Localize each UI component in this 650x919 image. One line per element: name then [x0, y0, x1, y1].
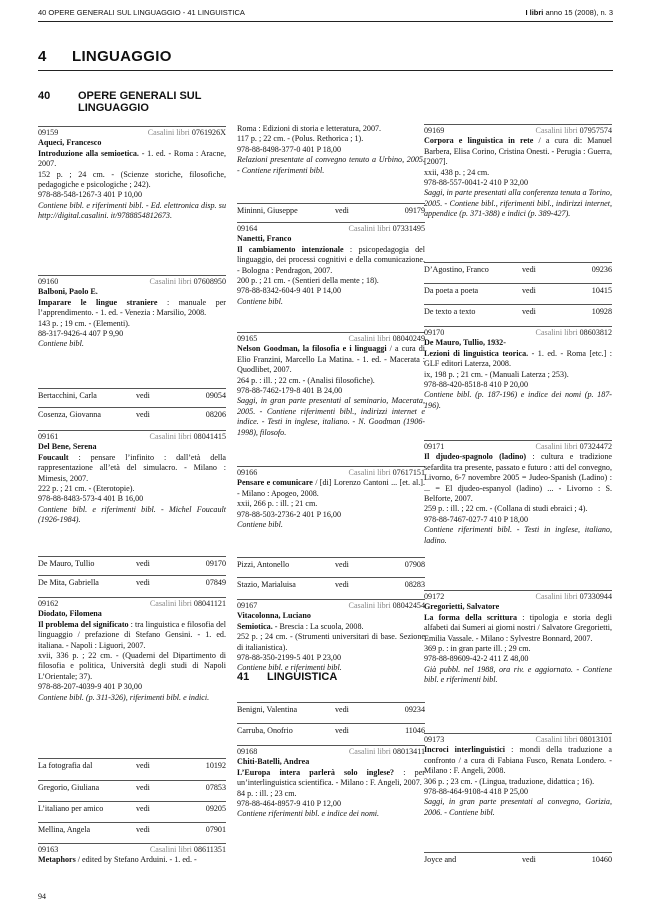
subsection-number: 41 [237, 671, 250, 683]
entry-09159 [38, 126, 226, 222]
section-rule [38, 70, 613, 71]
entry-number: 09169 [424, 126, 445, 135]
entry-title: Corpora e linguistica in rete [424, 136, 534, 146]
entry-code: 07617151 [392, 468, 425, 477]
xref-name: Gregorio, Giuliana [38, 783, 100, 792]
xref-name: Benigni, Valentina [237, 705, 298, 714]
source-label: Casalini libri [149, 599, 192, 608]
entry-code: 08041415 [193, 432, 226, 441]
xref-number: 10460 [591, 855, 612, 864]
cross-reference [237, 203, 425, 215]
entry-note: Contiene riferimenti bibl. e indice dei nomi. [237, 809, 380, 819]
source-label: Casalini libri [348, 601, 391, 610]
entry-number: 09166 [237, 468, 258, 477]
source-label: Casalini libri [348, 468, 391, 477]
entry-09163 [38, 843, 226, 866]
xref-name: L’italiano per amico [38, 804, 104, 813]
entry-details: / a cura di: Manuel Barbera, Elisa Corino, Cristina Onesti. - Perugia : Guerra, [2007]. xxii, 438 p. ; 24 cm. 978-88-557-0041-2 410 P 32,00 [424, 136, 612, 188]
entry-author: Vitacolonna, Luciano [237, 611, 311, 621]
entry-author: Nanetti, Franco [237, 234, 292, 244]
xref-vedi: vedi [522, 265, 536, 274]
xref-vedi: vedi [136, 410, 150, 419]
entry-details: : tra linguistica e filosofia del linguaggio / prefazione di Stefano Gensini. - 1. ed. italiana. - Napoli : Liguori, 2007. xvii, 336 p. ; 22 cm. - (Quaderni del Dipartimento di filosofia e politica, Università degli studi di Napoli L’Orientale; 37). 978-88-207-4039-9 401 P 30,00 [38, 619, 226, 692]
entry-code: 08013101 [579, 735, 612, 744]
entry-number: 09173 [424, 735, 445, 744]
xref-vedi: vedi [522, 855, 536, 864]
xref-name: Joyce and [424, 855, 457, 864]
entry-09165 [237, 332, 425, 438]
xref-name: De texto a texto [424, 307, 476, 316]
source-label: Casalini libri [535, 442, 578, 451]
xref-vedi: vedi [136, 761, 150, 770]
xref-name: Bertacchini, Carla [38, 391, 97, 400]
xref-vedi: vedi [136, 559, 150, 568]
xref-name: Da poeta a poeta [424, 286, 479, 295]
entry-note: Contiene bibl. [237, 520, 283, 530]
xref-number: 09236 [591, 265, 612, 274]
entry-title: L’Europa intera parlerà solo inglese? [237, 767, 395, 777]
xref-number: 07908 [404, 560, 425, 569]
cross-reference [38, 758, 226, 770]
xref-vedi: vedi [335, 726, 349, 735]
header-rule [38, 21, 613, 22]
entry-title: Il cambiamento intenzionale [237, 244, 344, 254]
entry-number: 09171 [424, 442, 445, 451]
cross-reference [237, 723, 425, 735]
xref-name: Carruba, Onofrio [237, 726, 293, 735]
cross-reference [237, 557, 425, 569]
cross-reference [38, 407, 226, 419]
xref-name: Pizzi, Antonello [237, 560, 290, 569]
entry-title: Il problema del significato [38, 619, 129, 629]
entry-code: 08611351 [193, 845, 226, 854]
running-header-right [525, 8, 613, 17]
source-label: Casalini libri [535, 328, 578, 337]
xref-number: 09205 [205, 804, 226, 813]
xref-name: Stazio, Marialuisa [237, 580, 296, 589]
entry-code: 07330944 [579, 592, 612, 601]
entry-09173 [424, 733, 612, 818]
cross-reference [424, 283, 612, 295]
entry-number: 09168 [237, 747, 258, 756]
entry-note: Contiene bibl. e riferimenti bibl. - Ed. elettronica disp. su http://digital.casalini. it/9788854812673. [38, 200, 226, 221]
entry-title: Pensare e comunicare [237, 478, 313, 488]
cross-reference [38, 575, 226, 587]
entry-title: Lezioni di linguistica teorica. [424, 348, 529, 358]
xref-number: 07901 [205, 825, 226, 834]
xref-vedi: vedi [335, 206, 349, 215]
source-label: Casalini libri [535, 592, 578, 601]
entry-details: - 1. ed. - Roma : Aracne, 2007. 152 p. ; 24 cm. - (Scienze storiche, filosofiche, pedagogiche e psicologiche ; 242). 978-88-548-1267-3 401 P 10,00 [38, 148, 226, 200]
xref-number: 10415 [591, 286, 612, 295]
cross-reference [237, 702, 425, 714]
entry-09172 [424, 590, 612, 686]
running-header-left: 40 OPERE GENERALI SUL LINGUAGGIO - 41 LINGUISTICA [38, 8, 245, 17]
entry-code: 08013411 [392, 747, 425, 756]
journal-name: I libri [525, 8, 544, 17]
cross-reference [424, 852, 612, 864]
entry-note: Relazioni presentate al convegno tenuto a Urbino, 2005. - Contiene riferimenti bibl. [237, 155, 425, 175]
entry-09168 [237, 745, 425, 820]
entry-details: / edited by Stefano Arduini. - 1. ed. - [75, 855, 197, 865]
entry-note: Saggi, in gran parte presentati al convegno, Gorizia, 2006. - Contiene bibl. [424, 797, 612, 817]
entry-author: De Mauro, Tullio, 1932- [424, 338, 506, 348]
entry-number: 09172 [424, 592, 445, 601]
xref-name: De Mita, Gabriella [38, 578, 99, 587]
entry-number: 09161 [38, 432, 59, 441]
entry-details: / [di] Lorenzo Cantoni ... [et. al.]. - Milano : Apogeo, 2008. xxii, 266 p. : ill. ; 21 cm. 978-88-503-2736-2 401 P 16,00 [237, 478, 425, 519]
cross-reference [424, 304, 612, 316]
entry-details: - Brescia : La scuola, 2008. 252 p. ; 24 cm. - (Strumenti universitari di base. Sezione di italianistica). 978-88-350-2199-5 401 P 23,00 [237, 621, 425, 663]
entry-note: Contiene bibl. [38, 339, 84, 349]
xref-number: 09170 [205, 559, 226, 568]
entry-details: Roma : Edizioni di storia e letteratura, 2007. 117 p. ; 22 cm. - (Polus. Rethorica ; 1). 978-88-8498-377-0 401 P 18,00 [237, 124, 382, 154]
cross-reference [424, 262, 612, 274]
xref-number: 09179 [404, 206, 425, 215]
xref-number: 07853 [205, 783, 226, 792]
page-number: 94 [38, 892, 46, 901]
xref-number: 09234 [404, 705, 425, 714]
entry-note: Contiene bibl. (p. 187-196) e indice dei nomi (p. 187-196). [424, 390, 612, 410]
cross-reference [38, 780, 226, 792]
entry-note: Contiene bibl. e riferimenti bibl. [237, 663, 342, 673]
entry-09171 [424, 440, 612, 546]
section-title [38, 48, 172, 65]
entry-title: Il djudeo-spagnolo (ladino) [424, 452, 527, 462]
xref-vedi: vedi [136, 825, 150, 834]
xref-name: La fotografia dal [38, 761, 93, 770]
entry-code: 08041121 [193, 599, 226, 608]
entry-code: 07331495 [392, 224, 425, 233]
source-label: Casalini libri [348, 224, 391, 233]
entry-author: Aqueci, Francesco [38, 138, 102, 148]
entry-details: / a cura di Elio Franzini, Marcello La Matina. - 1. ed. - Macerata : Quodlibet, 2007. 264 p. : ill. ; 22 cm. - (Analisi filosofiche). 978-88-7462-179-8 401 B 24,00 [237, 344, 425, 396]
entry-09163-continued [237, 124, 425, 176]
section-number: 4 [38, 48, 47, 65]
entry-author: Del Bene, Serena [38, 442, 97, 452]
source-label: Casalini libri [149, 432, 192, 441]
entry-note: Contiene bibl. (p. 311-326), riferimenti bibl. e indici. [38, 692, 210, 702]
entry-code: 08040249 [392, 334, 425, 343]
entry-details: : pensare l’infinito : dall’età della rappresentazione all’età del simulacro. - Milano : Mimesis, 2007. 222 p. ; 21 cm. - (Eterotopie). 978-88-8483-573-4 401 B 16,00 [38, 452, 226, 504]
cross-reference [237, 577, 425, 589]
subsection-41-heading [237, 671, 337, 683]
entry-number: 09165 [237, 334, 258, 343]
xref-vedi: vedi [136, 804, 150, 813]
source-label: Casalini libri [535, 735, 578, 744]
entry-author: Diodato, Filomena [38, 609, 102, 619]
cross-reference [38, 556, 226, 568]
entry-author: Gregorietti, Salvatore [424, 602, 500, 612]
entry-number: 09164 [237, 224, 258, 233]
cross-reference [38, 822, 226, 834]
entry-note: Saggi, in gran parte presentati al seminario, Macerata, 2005. - Contiene riferimenti bibl., indirizzi internet e indice. - Testi in inglese, italiano. - N. Goodman (1906- 1998), filosofo. [237, 396, 425, 437]
source-label: Casalini libri [147, 128, 190, 137]
entry-note: Contiene bibl. e riferimenti bibl. - Michel Foucault (1926-1984). [38, 504, 226, 525]
source-label: Casalini libri [348, 334, 391, 343]
entry-title: Incroci interlinguistici [424, 745, 506, 755]
entry-note: Contiene bibl. [237, 296, 283, 306]
entry-number: 09163 [38, 845, 59, 854]
entry-code: 07608950 [193, 277, 226, 286]
source-label: Casalini libri [149, 277, 192, 286]
xref-vedi: vedi [136, 783, 150, 792]
entry-code: 07324472 [579, 442, 612, 451]
entry-number: 09159 [38, 128, 59, 137]
xref-vedi: vedi [335, 705, 349, 714]
xref-name: Cosenza, Giovanna [38, 410, 101, 419]
xref-vedi: vedi [136, 391, 150, 400]
entry-09167 [237, 599, 425, 674]
entry-title: Introduzione alla semioetica. [38, 148, 139, 158]
entry-number: 09162 [38, 599, 59, 608]
entry-code: 0761926X [191, 128, 226, 137]
entry-note: Già pubbl. nel 1988, ora riv. e aggiornato. - Contiene bibl. e riferimenti bibl. [424, 664, 612, 685]
subsection-title: OPERE GENERALI SUL LINGUAGGIO [78, 90, 202, 114]
section-name: LINGUAGGIO [72, 48, 172, 65]
xref-number: 09054 [205, 391, 226, 400]
xref-number: 07849 [205, 578, 226, 587]
entry-09170 [424, 326, 612, 411]
cross-reference [38, 388, 226, 400]
entry-title: La forma della scrittura [424, 612, 518, 622]
entry-number: 09160 [38, 277, 59, 286]
xref-vedi: vedi [522, 307, 536, 316]
entry-code: 08042454 [392, 601, 425, 610]
entry-note: Saggi, in parte presentati alla conferenza tenuta a Torino, 2005. - Contiene bibl., riferimenti bibl., indirizzi internet, appendice (p. 371-388) e indici (p. 389-427). [424, 188, 612, 219]
entry-author: Chiti-Batelli, Andrea [237, 757, 310, 767]
xref-number: 08206 [205, 410, 226, 419]
entry-09162 [38, 597, 226, 703]
entry-title: Nelson Goodman, la filosofia e i linguaggi [237, 344, 387, 354]
entry-details: - 1. ed. - Roma [etc.] : GLF editori Laterza, 2008. ix, 198 p. ; 21 cm. - (Manuali Laterza ; 253). 978-88-420-8518-8 410 P 20,00 [424, 348, 612, 390]
xref-vedi: vedi [522, 286, 536, 295]
entry-details: : per un’interlinguistica scientifica. - Milano : F. Angeli, 2007. 84 p. : ill. ; 23 cm. 978-88-464-8957-9 410 P 12,00 [237, 767, 425, 809]
issue-info: anno 15 (2008), n. 3 [543, 8, 613, 17]
xref-vedi: vedi [136, 578, 150, 587]
xref-number: 10192 [205, 761, 226, 770]
entry-details: : psicopedagogia del linguaggio, dei processi cognitivi e della comunicazione. - Bologna : Pendragon, 2007. 200 p. ; 21 cm. - (Sentieri della mente ; 18). 978-88-8342-604-9 401 P 14,00 [237, 244, 425, 296]
xref-vedi: vedi [335, 580, 349, 589]
entry-details: : cultura e tradizione sefardita tra presente, passato e futuro : atti del convegno, Livorno, 6-7 novembre 2005 = Judeo-Spanish (Ladino) : ... = El djudeo-espanyol (ladino) ... - Livorno : S. Belforte, 2007. 259 p. : ill. ; 22 cm. - (Collana di studi ebraici ; 4). 978-88-7467-027-7 410 P 18,00 [424, 452, 613, 524]
entry-code: 07957574 [579, 126, 612, 135]
xref-vedi: vedi [335, 560, 349, 569]
entry-details: : mondi della traduzione a confronto / a cura di Fabiana Fusco, Renata Londero. - Milano : F. Angeli, 2008. 306 p. ; 23 cm. - (Lingua, traduzione, didattica ; 16). 978-88-464-9108-4 418 P 25,00 [424, 745, 612, 797]
subsection-number: 40 [38, 90, 51, 102]
entry-number: 09167 [237, 601, 258, 610]
source-label: Casalini libri [149, 845, 192, 854]
entry-title: Foucault [38, 452, 69, 462]
source-label: Casalini libri [535, 126, 578, 135]
entry-09164 [237, 222, 425, 307]
entry-title: Semiotica. [237, 621, 273, 631]
source-label: Casalini libri [348, 747, 391, 756]
cross-reference [38, 801, 226, 813]
entry-title: Metaphors [38, 855, 76, 865]
xref-number: 10928 [591, 307, 612, 316]
entry-09160 [38, 275, 226, 350]
xref-number: 08283 [404, 580, 425, 589]
xref-name: De Mauro, Tullio [38, 559, 95, 568]
entry-title: Imparare le lingue straniere [38, 297, 158, 307]
entry-09169 [424, 124, 612, 220]
xref-number: 11046 [405, 726, 425, 735]
subsection-title: LINGUISTICA [267, 671, 338, 683]
entry-code: 08603812 [579, 328, 612, 337]
entry-author: Balboni, Paolo E. [38, 287, 98, 297]
xref-name: Mininni, Giuseppe [237, 206, 298, 215]
entry-09161 [38, 430, 226, 526]
entry-09166 [237, 466, 425, 530]
entry-number: 09170 [424, 328, 445, 337]
entry-details: : manuale per l’apprendimento. - 1. ed. - Venezia : Marsilio, 2008. 143 p. ; 19 cm. - (Elementi). 88-317-9426-4 407 P 9,90 [38, 297, 226, 339]
xref-name: Mellina, Angela [38, 825, 91, 834]
entry-details: : tipologia e storia degli alfabeti dai Sumeri ai giorni nostri / Salvatore Gregorietti, Emilia Vassale. - Milano : Sylvestre Bonnard, 2007. 369 p. : in gran parte ill. ; 29 cm. 978-88-89609-42-2 411 Z 48,00 [424, 612, 612, 664]
entry-note: Contiene riferimenti bibl. - Testi in inglese, italiano, ladino. [424, 525, 612, 545]
xref-name: D’Agostino, Franco [424, 265, 489, 274]
